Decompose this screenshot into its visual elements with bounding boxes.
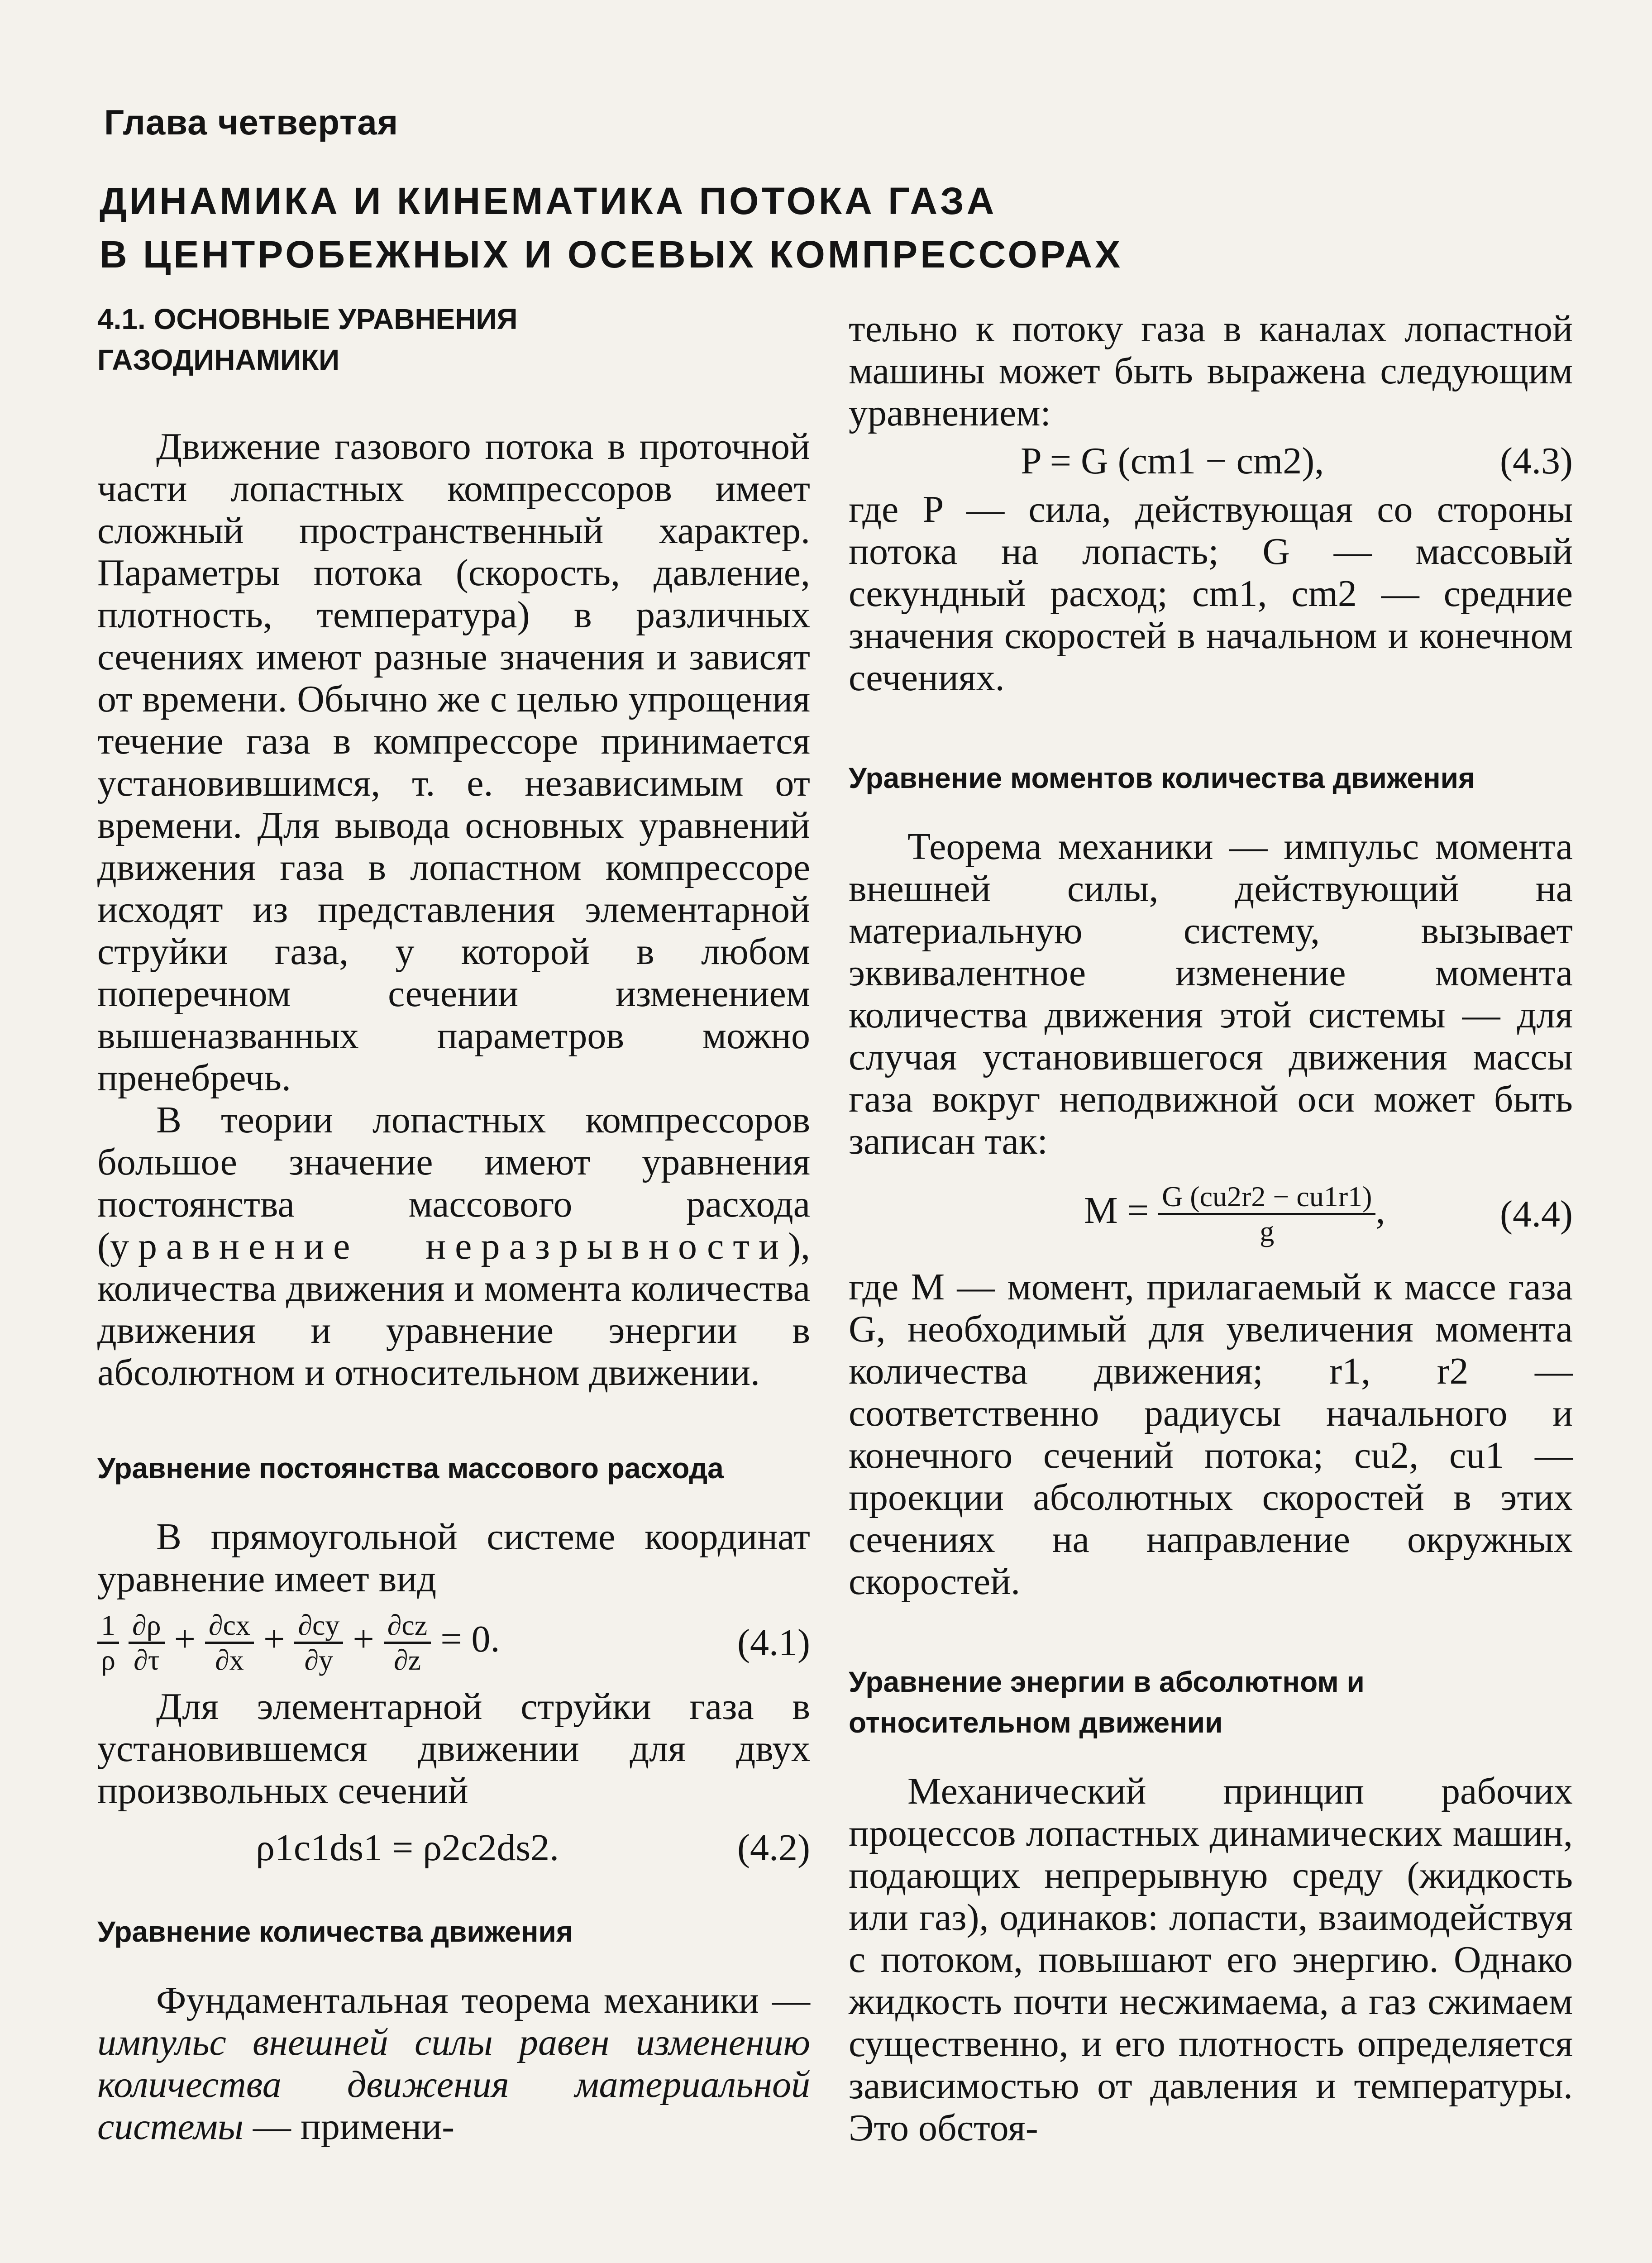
section-title: 4.1. ОСНОВНЫЕ УРАВНЕНИЯ ГАЗОДИНАМИКИ (97, 303, 518, 376)
chapter-title-line2: В ЦЕНТРОБЕЖНЫХ И ОСЕВЫХ КОМПРЕССОРАХ (100, 233, 1123, 276)
paragraph: Механический принцип рабочих процессов лопастных динамических машин, подающих непрерывную среду (жидкость или газ), одинаков: лопасти, взаимодействуя с потоком, повышают его энергию. Однако жидкость почти несжимаема, а газ сжимаем существенно, и его плотность определяется зависимостью от давления и температуры. Это обстоя- (849, 1770, 1573, 2149)
chapter-title-line1: ДИНАМИКА И КИНЕМАТИКА ПОТОКА ГАЗА (100, 180, 997, 222)
paragraph: В прямоугольной системе координат уравнение имеет вид (97, 1516, 810, 1600)
equation-number: (4.2) (737, 1827, 810, 1869)
equation-number: (4.1) (737, 1621, 810, 1664)
equation-4-3: P = G (cm1 − cm2), (4.3) (849, 439, 1573, 484)
equation-4-1: $\frac{1}{\rho}$ $\frac{\partial\rho}{\partial\tau}$ + $\frac{\partial cx}{\partial x}$ + $\frac{\partial cy}{\partial y}$ + $\frac{\partial cz}{\partial z}$ = 0. (4.1) (97, 1609, 810, 1676)
subsection-title: Уравнение постоянства массового расхода (97, 1452, 724, 1485)
subsection-title: Уравнение энергии в абсолютном и относительном движении (849, 1666, 1365, 1739)
subsection-title: Уравнение моментов количества движения (849, 762, 1475, 794)
paragraph: Движение газового потока в проточной части лопастных компрессоров имеет сложный пространственный характер. Параметры потока (скорость, давление, плотность, температура) в различных сечениях имеют разные значения и зависят от времени. Обычно же с целью упрощения течение газа в компрессоре принимается установившимся, т. е. независимым от времени. Для вывода основных уравнений движения газа в лопастном компрессоре исходят из представления элементарной струйки газа, у которой в любом поперечном сечении изменением вышеназванных параметров можно пренебречь. (97, 425, 810, 1099)
equation-number: (4.3) (1500, 440, 1573, 482)
paragraph: где M — момент, прилагаемый к массе газа G, необходимый для увеличения момента количества движения; r1, r2 — соответственно радиусы начального и конечного сечений потока; cu2, cu1 — проекции абсолютных скоростей в этих сечениях на направление окружных скоростей. (849, 1266, 1573, 1603)
paragraph: где P — сила, действующая со стороны потока на лопасть; G — массовый секундный расход; cm1, cm2 — средние значения скоростей в начальном и конечном сечениях. (849, 488, 1573, 699)
paragraph: тельно к потоку газа в каналах лопастной машины может быть выражена следующим уравнением: (849, 308, 1573, 434)
equation-number: (4.4) (1500, 1193, 1573, 1235)
paragraph: Теорема механики — импульс момента внешней силы, действующий на материальную систему, вызывает эквивалентное изменение момента количества движения этой системы — для случая установившегося движения массы газа вокруг неподвижной оси может быть записан так: (849, 826, 1573, 1162)
equation-4-4: M = $\frac{G (cu2r2 - cu1r1)}{g}$ , (4.4) (1084, 1180, 1573, 1247)
right-column (849, 308, 1573, 2149)
left-column (97, 299, 810, 2148)
chapter-label: Глава четвертая (104, 102, 399, 142)
paragraph: Для элементарной струйки газа в установившемся движении для двух произвольных сечений (97, 1685, 810, 1812)
equation-4-2: ρ1c1ds1 = ρ2c2ds2. (4.2) (97, 1825, 810, 1871)
paragraph: Фундаментальная теорема механики — импульс внешней силы равен изменению количества движения материальной системы — примени- (97, 1979, 810, 2148)
chapter-title (100, 174, 1571, 281)
paragraph: В теории лопастных компрессоров большое значение имеют уравнения постоянства массового расхода (уравнение неразрывности), количества движения и момента количества движения и уравнение энергии в абсолютном и относительном движении. (97, 1099, 810, 1394)
subsection-title: Уравнение количества движения (97, 1915, 573, 1948)
